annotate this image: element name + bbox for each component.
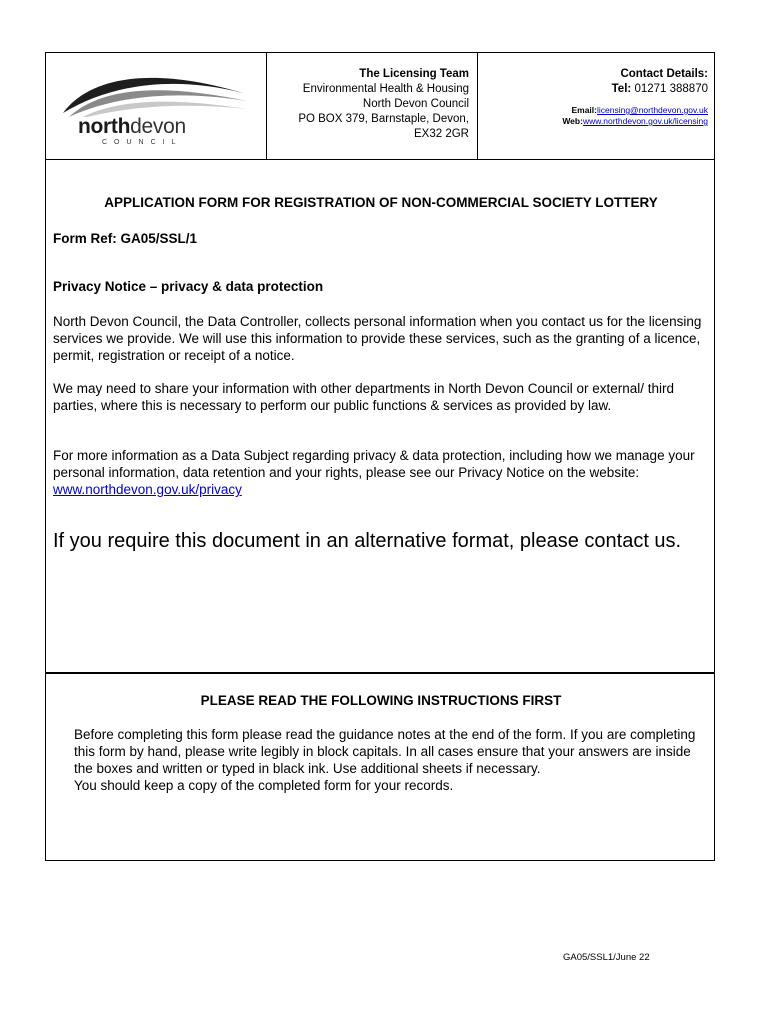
contact-block (562, 67, 708, 127)
contact-tel-label: Tel: (611, 83, 632, 95)
contact-tel: 01271 388870 (634, 83, 708, 95)
contact-cell (477, 53, 714, 159)
privacy-link[interactable]: www.northdevon.gov.uk/privacy (53, 482, 242, 497)
contact-tel-line (562, 82, 708, 97)
privacy-title: Privacy Notice – privacy & data protection (53, 279, 324, 294)
instructions-text (74, 726, 699, 794)
address-line-4: EX32 2GR (414, 128, 469, 140)
privacy-paragraph-1: North Devon Council, the Data Controller, collects personal information when you contact us for the licensing services we provide. We will use this information to provide these services, such as the granting of a licence, permit, registration or receipt of a notice. (53, 314, 702, 363)
form-title: APPLICATION FORM FOR REGISTRATION OF NON-COMMERCIAL SOCIETY LOTTERY (104, 195, 658, 210)
logo-wordmark (78, 115, 186, 139)
north-devon-logo-swoosh (61, 67, 251, 117)
address-line-3: PO BOX 379, Barnstaple, Devon, (298, 113, 469, 125)
contact-email-line (562, 105, 708, 116)
form-ref: Form Ref: GA05/SSL/1 (53, 231, 198, 246)
address-cell (266, 53, 478, 159)
logo-word-devon: devon (130, 115, 186, 138)
privacy-paragraph-2: We may need to share your information with other departments in North Devon Council or external/ third parties, where this is necessary to perform our public functions & services as provided by law. (53, 381, 675, 413)
instructions-text-2: You should keep a copy of the completed form for your records. (74, 778, 454, 793)
logo-cell (46, 53, 267, 159)
instructions-title: PLEASE READ THE FOLLOWING INSTRUCTIONS FIRST (200, 693, 562, 708)
contact-title: Contact Details: (620, 68, 708, 80)
contact-web-link[interactable]: www.northdevon.gov.uk/licensing (582, 116, 708, 126)
instructions-text-1: Before completing this form please read the guidance notes at the end of the form. If you are completing this form by hand, please write legibly in block capitals. In all cases ensure that your answers are inside the boxes and written or typed in black ink. Use additional sheets if necessary. (74, 727, 696, 776)
privacy-paragraph-3-text: For more information as a Data Subject regarding privacy & data protection, including how we manage your personal information, data retention and your rights, please see our Privacy Notice on the website: (53, 448, 695, 480)
address-line-2: North Devon Council (362, 98, 469, 110)
address-block (298, 67, 469, 142)
logo-word-north: north (78, 115, 131, 138)
header-box (45, 52, 715, 160)
contact-web-label: Web: (562, 116, 583, 126)
logo-council: COUNCIL (102, 139, 183, 146)
address-title: The Licensing Team (359, 68, 469, 80)
contact-email-link[interactable]: licensing@northdevon.gov.uk (596, 105, 708, 115)
footer-ref: GA05/SSL1/June 22 (563, 952, 650, 963)
contact-web-line (562, 116, 708, 127)
main-box (45, 159, 715, 673)
instructions-box (45, 673, 715, 861)
privacy-paragraph-3 (53, 447, 703, 498)
alt-format-notice: If you require this document in an alternative format, please contact us. (53, 530, 682, 552)
address-line-1: Environmental Health & Housing (302, 83, 469, 95)
contact-email-label: Email: (571, 105, 597, 115)
